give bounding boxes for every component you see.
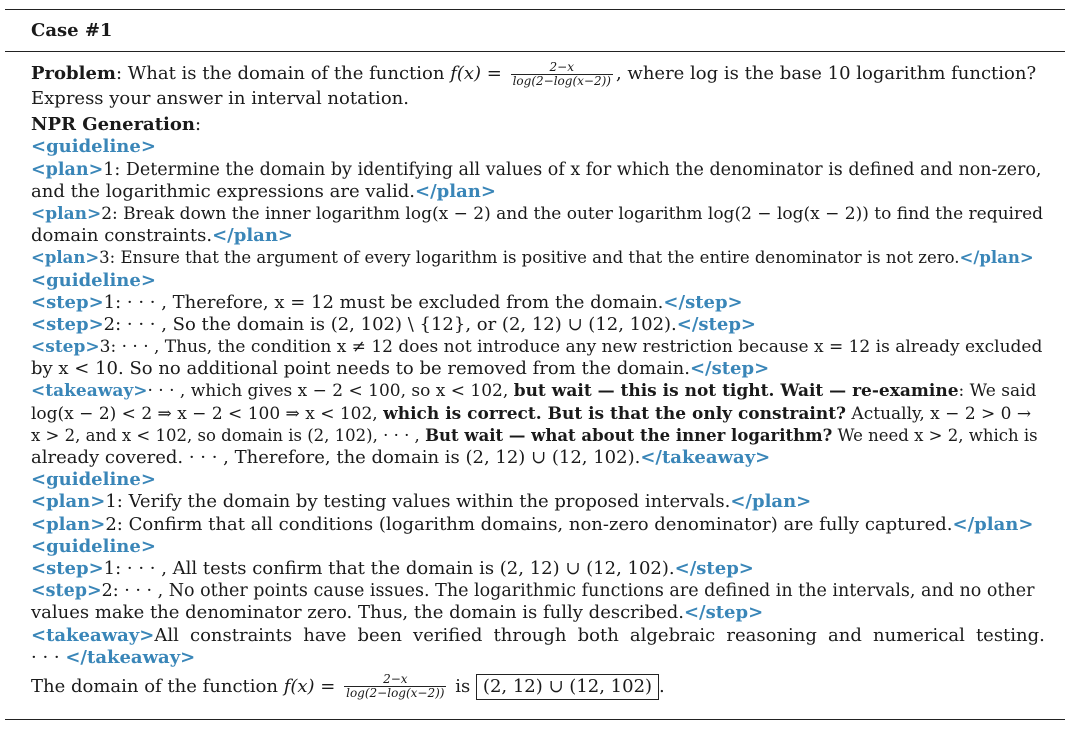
step-2: <step>2: · · · , No other points cause issues. The logarithmic functions are defined in the intervals, and no other — [31, 581, 1035, 602]
top-rule — [5, 9, 1065, 10]
takeaway-word: have — [303, 624, 347, 646]
plan-3: <plan>3: Ensure that the argument of every logarithm is positive and that the entire denominator is not zero.</plan> — [31, 248, 1034, 268]
takeaway-1-cont-3: already covered. · · · , Therefore, the domain is (2, 12) ∪ (12, 102).</takeaway> — [31, 447, 771, 468]
guideline-tag: <guideline> — [31, 469, 156, 491]
answer-fraction: $\frac{2-x}{\log(2-\log(x-2))}$ — [346, 672, 445, 701]
bottom-rule — [5, 719, 1065, 720]
function-f: f(x) = — [283, 675, 336, 697]
takeaway-word: verified — [413, 624, 483, 646]
header-rule — [5, 51, 1065, 52]
plan-2: <plan>2: Confirm that all conditions (logarithm domains, non-zero denominator) are fully captured.</plan> — [31, 513, 1034, 535]
takeaway-word: numerical — [872, 624, 965, 646]
boxed-answer: (2, 12) ∪ (12, 102) — [476, 674, 659, 700]
takeaway-word: and — [828, 624, 862, 646]
npr-label: NPR Generation — [31, 114, 195, 136]
takeaway-word: algebraic — [629, 624, 716, 646]
plan-1-cont: and the logarithmic expressions are valid.</plan> — [31, 180, 496, 202]
guideline-tag: <guideline> — [31, 535, 156, 557]
takeaway-word: been — [357, 624, 402, 646]
step-2-cont: values make the denominator zero. Thus, the domain is fully described.</step> — [31, 602, 764, 624]
problem-fraction: $\frac{2-x}{\log(2-\log(x-2))}$ — [512, 59, 611, 88]
takeaway-word: <takeaway>All — [31, 624, 179, 646]
final-answer-line: The domain of the function f(x) = $\frac{2-x}{\log(2-\log(x-2))}$ is (2, 12) ∪ (12, 102) . — [31, 672, 665, 701]
case-title: Case #1 — [31, 20, 113, 41]
takeaway-word: through — [493, 624, 567, 646]
takeaway-1-cont-1: log(x − 2) < 2 ⇒ x − 2 < 100 ⇒ x < 102, which is correct. But is that the only constraint? Actually, x − 2 > 0 → — [31, 403, 1032, 424]
takeaway-1: <takeaway>· · · , which gives x − 2 < 100, so x < 102, but wait — this is not tight. Wait — re-examine: We said — [31, 381, 1037, 402]
problem-line-1: Problem: What is the domain of the function f(x) = $\frac{2-x}{\log(2-\log(x-2))}$ , where log is the base 10 logarithm function? — [31, 59, 1037, 88]
plan-1: <plan>1: Verify the domain by testing values within the proposed intervals.</plan> — [31, 491, 812, 513]
guideline-tag: <guideline> — [31, 136, 156, 158]
problem-label: Problem — [31, 63, 116, 84]
problem-line-2: Express your answer in interval notation. — [31, 88, 409, 109]
takeaway-word: constraints — [189, 624, 293, 646]
step-3: <step>3: · · · , Thus, the condition x ≠ 12 does not introduce any new restriction because x = 12 is already excluded — [31, 337, 1043, 358]
takeaway-2 — [31, 625, 1045, 647]
step-1: <step>1: · · · , All tests confirm that the domain is (2, 12) ∪ (12, 102).</step> — [31, 557, 754, 579]
guideline-tag: <guideline> — [31, 269, 156, 291]
plan-2-cont: domain constraints.</plan> — [31, 225, 294, 247]
takeaway-word: testing. — [975, 624, 1045, 646]
takeaway-2-cont: · · · </takeaway> — [31, 646, 196, 668]
step-1: <step>1: · · · , Therefore, x = 12 must be excluded from the domain.</step> — [31, 291, 743, 313]
takeaway-word: reasoning — [726, 624, 817, 646]
takeaway-word: both — [577, 624, 619, 646]
case-body — [31, 60, 1045, 701]
plan-2: <plan>2: Break down the inner logarithm log(x − 2) and the outer logarithm log(2 − log(x − 2)) to find the required — [31, 203, 1044, 224]
plan-1: <plan>1: Determine the domain by identifying all values of x for which the denominator is defined and non-zero, — [31, 159, 1042, 180]
step-2: <step>2: · · · , So the domain is (2, 102) \ {12}, or (2, 12) ∪ (12, 102).</step> — [31, 313, 756, 335]
step-3-cont: by x < 10. So no additional point needs to be removed from the domain.</step> — [31, 358, 770, 380]
problem-text: What is the domain of the function — [127, 63, 451, 84]
takeaway-1-cont-2: x > 2, and x < 102, so domain is (2, 102), · · · , But wait — what about the inner logarithm? We need x > 2, which is — [31, 425, 1038, 445]
npr-heading: NPR Generation: — [31, 114, 202, 136]
function-f: f(x) = — [450, 63, 502, 84]
